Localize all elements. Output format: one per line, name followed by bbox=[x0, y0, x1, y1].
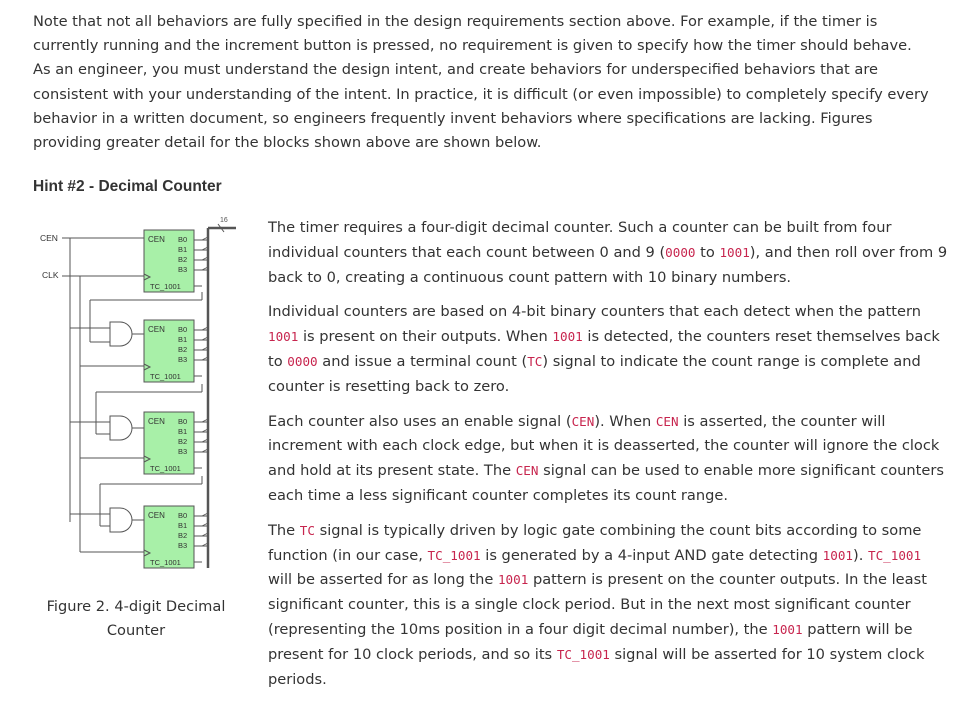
counter-tc-label: TC_1001 bbox=[150, 558, 181, 567]
and-gate-icon bbox=[110, 322, 132, 346]
counter-output-label: B1 bbox=[178, 335, 188, 344]
counter-block bbox=[144, 506, 208, 568]
hint-heading: Hint #2 - Decimal Counter bbox=[33, 178, 222, 195]
paragraph-counter-overview: The timer requires a four-digit decimal counter. Such a counter can be built from four individual counters that each count between 0 and 9 (0000 to 1001), and then roll over from 9 back to 0, creating a continuous count pattern with 10 binary numbers. bbox=[268, 219, 948, 286]
counter-output-label: B3 bbox=[178, 265, 188, 274]
cen-input-label: CEN bbox=[40, 233, 58, 243]
paragraph-enable-signal: Each counter also uses an enable signal (CEN). When CEN is asserted, the counter will increment with each clock edge, but when it is deasserted, the counter will ignore the clock and hold at its present state. The CEN signal can be used to enable more significant counters each time a less significant counter completes its count range. bbox=[268, 412, 944, 504]
counter-output-label: B2 bbox=[178, 531, 188, 540]
counter-output-label: B2 bbox=[178, 255, 188, 264]
counter-block bbox=[144, 412, 208, 474]
figure-caption: Figure 2. 4-digit Decimal Counter bbox=[46, 598, 226, 639]
counter-cen-label: CEN bbox=[148, 325, 165, 334]
counter-output-label: B3 bbox=[178, 355, 188, 364]
bus-width-label: 16 bbox=[220, 217, 228, 224]
paragraph-counter-reset: Individual counters are based on 4-bit binary counters that each detect when the pattern 1001 is present on their outputs. When 1001 is detected, the counters reset themselves back to 0000 and issue a terminal count (TC) signal to indicate the count range is complete and counter is resetting back to zero. bbox=[268, 303, 940, 395]
counter-tc-label: TC_1001 bbox=[150, 372, 181, 381]
counter-output-label: B3 bbox=[178, 541, 188, 550]
counter-tc-label: TC_1001 bbox=[150, 282, 181, 291]
intro-paragraph: Note that not all behaviors are fully specified in the design requirements section above. For example, if the timer is currently running and the increment button is pressed, no requirement is given to specify how the timer should behave. As an engineer, you must understand the design intent, and create behaviors for underspecified behaviors that are consistent with your understanding of the intent. In practice, it is difficult (or even impossible) to completely specify every behavior in a written document, so engineers frequently invent behaviors where specifications are lacking. Figures providing greater detail for the blocks shown above are shown below. bbox=[33, 13, 929, 152]
clk-input-label: CLK bbox=[42, 270, 59, 280]
paragraph-terminal-count: The TC signal is typically driven by logic gate combining the count bits according to some function (in our case, TC_1001 is generated by a 4-input AND gate detecting 1001). TC_1001 will be asserted for as long the 1001 pattern is present on the counter outputs. In the least significant counter, this is a single clock period. But in the next most significant counter (representing the 10ms position in a four digit decimal number), the 1001 pattern will be present for 10 clock periods, and so its TC_1001 signal will be asserted for 10 system clock periods. bbox=[268, 521, 927, 688]
counter-block bbox=[144, 320, 208, 382]
counter-block bbox=[144, 230, 208, 292]
counter-output-label: B3 bbox=[178, 447, 188, 456]
counter-output-label: B0 bbox=[178, 235, 188, 244]
counter-output-label: B0 bbox=[178, 511, 188, 520]
decimal-counter-diagram bbox=[30, 212, 250, 592]
counter-output-label: B2 bbox=[178, 437, 188, 446]
counter-output-label: B1 bbox=[178, 427, 188, 436]
counter-output-label: B0 bbox=[178, 417, 188, 426]
counter-output-label: B1 bbox=[178, 245, 188, 254]
counter-cen-label: CEN bbox=[148, 417, 165, 426]
counter-output-label: B0 bbox=[178, 325, 188, 334]
and-gate-icon bbox=[110, 508, 132, 532]
counter-tc-label: TC_1001 bbox=[150, 464, 181, 473]
explanation-column bbox=[268, 216, 948, 702]
counter-output-label: B2 bbox=[178, 345, 188, 354]
counter-cen-label: CEN bbox=[148, 235, 165, 244]
and-gate-icon bbox=[110, 416, 132, 440]
decimal-counter-figure bbox=[30, 212, 250, 652]
counter-cen-label: CEN bbox=[148, 511, 165, 520]
counter-output-label: B1 bbox=[178, 521, 188, 530]
